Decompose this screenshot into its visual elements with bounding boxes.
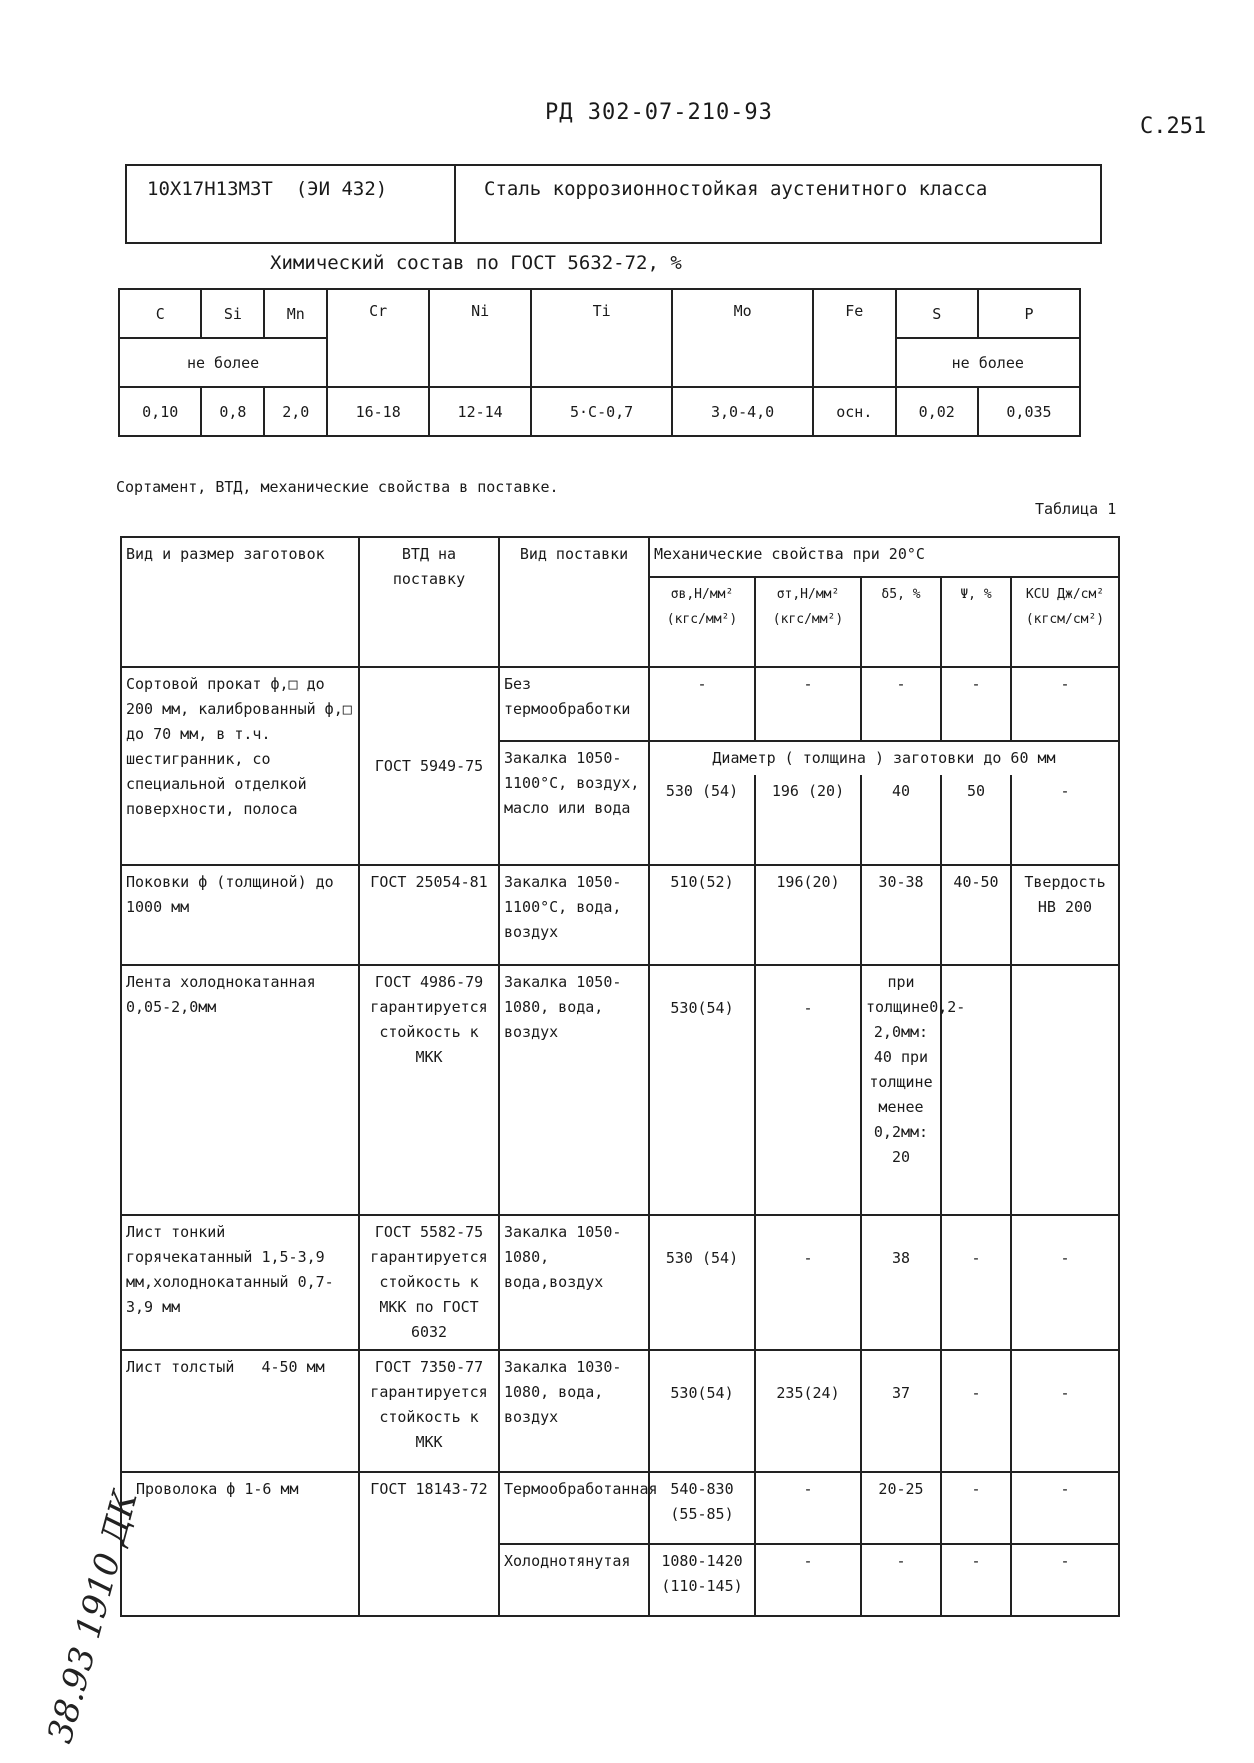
- product-cell: Лист тонкий горячекатанный 1,5-3,9 мм,холоднокатанный 0,7-3,9 мм: [121, 1215, 359, 1350]
- delivery-cell: Закалка 1050-1100°С, воздух, масло или вода: [499, 741, 649, 865]
- sigma-t-cell: 235(24): [755, 1350, 861, 1472]
- diameter-note: Диаметр ( толщина ) заготовки до 60 мм: [649, 741, 1119, 775]
- delivery-cell: Термообработанная: [499, 1472, 649, 1544]
- steel-grade-description: Сталь коррозионностойкая аустенитного класса: [484, 178, 988, 200]
- chem-value: 0,10: [119, 387, 201, 436]
- sigma-t-cell: -: [755, 667, 861, 741]
- delivery-cell: Закалка 1050-1080, вода,воздух: [499, 1215, 649, 1350]
- sigma-b-cell: 530(54): [649, 965, 755, 1215]
- kcu-cell: [1011, 965, 1119, 1215]
- chem-value: 5·С-0,7: [531, 387, 672, 436]
- chem-element-ni: Ni: [429, 289, 531, 387]
- table-header-row: [121, 537, 1119, 577]
- chem-composition-title: Химический состав по ГОСТ 5632-72, %: [270, 252, 682, 274]
- vtd-cell: ГОСТ 7350-77 гарантируется стойкость к МКК: [359, 1350, 499, 1472]
- chem-value: осн.: [813, 387, 895, 436]
- delta-cell: 38: [861, 1215, 941, 1350]
- kcu-cell: -: [1011, 1350, 1119, 1472]
- delta-cell: -: [861, 667, 941, 741]
- sigma-b-cell: 540-830 (55-85): [649, 1472, 755, 1544]
- sigma-t-cell: -: [755, 1472, 861, 1544]
- table-label: Таблица 1: [1035, 500, 1117, 518]
- document-number: РД 302-07-210-93: [545, 100, 773, 125]
- sigma-t-cell: -: [755, 1215, 861, 1350]
- table-row: [121, 865, 1119, 965]
- table-row: [121, 1215, 1119, 1350]
- psi-cell: 40-50: [941, 865, 1011, 965]
- chem-element-mn: Mn: [264, 289, 327, 338]
- vtd-cell: ГОСТ 5582-75 гарантируется стойкость к МКК по ГОСТ 6032: [359, 1215, 499, 1350]
- table-row: [121, 1350, 1119, 1472]
- kcu-cell: -: [1011, 667, 1119, 741]
- chem-header-row: [119, 289, 1080, 338]
- chem-value: 12-14: [429, 387, 531, 436]
- header-psi: Ψ, %: [941, 577, 1011, 667]
- delivery-cell: Холоднотянутая: [499, 1544, 649, 1616]
- chem-element-fe: Fe: [813, 289, 895, 387]
- margin-note-text: 38.93 1910 ДК: [40, 1486, 146, 1748]
- chem-value: 0,035: [978, 387, 1080, 436]
- delivery-cell: Без термообработки: [499, 667, 649, 741]
- header-vtd: ВТД на поставку: [359, 537, 499, 667]
- delivery-cell: Закалка 1030-1080, вода, воздух: [499, 1350, 649, 1472]
- chem-element-ti: Ti: [531, 289, 672, 387]
- delta-cell: -: [861, 1544, 941, 1616]
- kcu-cell: -: [1011, 1215, 1119, 1350]
- sortament-title: Сортамент, ВТД, механические свойства в поставке.: [116, 478, 559, 496]
- sigma-t-cell: 196(20): [755, 865, 861, 965]
- page-number: С.251: [1140, 114, 1207, 139]
- product-cell: Проволока ф 1-6 мм: [121, 1472, 359, 1616]
- kcu-cell: -: [1011, 1472, 1119, 1544]
- delivery-cell: Закалка 1050-1080, вода, воздух: [499, 965, 649, 1215]
- vtd-cell: ГОСТ 5949-75: [359, 667, 499, 865]
- delta-cell: при толщине0,2-2,0мм: 40 при толщине менее 0,2мм: 20: [861, 965, 941, 1215]
- delta-cell: 20-25: [861, 1472, 941, 1544]
- kcu-cell: -: [1011, 775, 1119, 865]
- chem-values-row: [119, 387, 1080, 436]
- vtd-cell: ГОСТ 18143-72: [359, 1472, 499, 1616]
- psi-cell: 50: [941, 775, 1011, 865]
- header-product: Вид и размер заготовок: [121, 537, 359, 667]
- table-row: [121, 965, 1119, 1215]
- grade-box-divider: [454, 166, 456, 242]
- sigma-t-cell: 196 (20): [755, 775, 861, 865]
- handwritten-margin-note: [28, 1480, 146, 1750]
- product-cell: Сортовой прокат ф,□ до 200 мм, калиброванный ф,□ до 70 мм, в т.ч. шестигранник, со специальной отделкой поверхности, полоса: [121, 667, 359, 865]
- delivery-cell: Закалка 1050-1100°С, вода, воздух: [499, 865, 649, 965]
- psi-cell: -: [941, 1544, 1011, 1616]
- chem-value: 2,0: [264, 387, 327, 436]
- product-cell: Лента холоднокатанная 0,05-2,0мм: [121, 965, 359, 1215]
- header-delivery: Вид поставки: [499, 537, 649, 667]
- product-cell: Поковки ф (толщиной) до 1000 мм: [121, 865, 359, 965]
- kcu-cell: -: [1011, 1544, 1119, 1616]
- header-sigma-t: σт,Н/мм² (кгс/мм²): [755, 577, 861, 667]
- product-cell: Лист толстый 4-50 мм: [121, 1350, 359, 1472]
- sigma-b-cell: 530 (54): [649, 1215, 755, 1350]
- steel-grade-box: [125, 164, 1102, 244]
- chem-value: 3,0-4,0: [672, 387, 813, 436]
- chem-element-p: P: [978, 289, 1080, 338]
- sigma-b-cell: 1080-1420 (110-145): [649, 1544, 755, 1616]
- chem-element-c: C: [119, 289, 201, 338]
- sigma-t-cell: -: [755, 1544, 861, 1616]
- chem-element-s: S: [896, 289, 978, 338]
- header-kcu: KCU Дж/см² (кгсм/см²): [1011, 577, 1119, 667]
- vtd-cell: ГОСТ 4986-79 гарантируется стойкость к МКК: [359, 965, 499, 1215]
- psi-cell: -: [941, 1215, 1011, 1350]
- chem-limit-right: не более: [896, 338, 1080, 387]
- chem-element-cr: Cr: [327, 289, 429, 387]
- table-row: [121, 1472, 1119, 1544]
- kcu-cell: Твердость НВ 200: [1011, 865, 1119, 965]
- psi-cell: -: [941, 667, 1011, 741]
- chem-element-mo: Mo: [672, 289, 813, 387]
- chem-composition-table: [118, 288, 1081, 437]
- header-mech-props: Механические свойства при 20°С: [649, 537, 1119, 577]
- psi-cell: -: [941, 1472, 1011, 1544]
- sigma-b-cell: 510(52): [649, 865, 755, 965]
- sigma-t-cell: -: [755, 965, 861, 1215]
- chem-value: 0,8: [201, 387, 264, 436]
- table-row: [121, 667, 1119, 741]
- chem-limit-left: не более: [119, 338, 327, 387]
- chem-element-si: Si: [201, 289, 264, 338]
- delta-cell: 40: [861, 775, 941, 865]
- sigma-b-cell: 530 (54): [649, 775, 755, 865]
- header-sigma-b: σв,Н/мм² (кгс/мм²): [649, 577, 755, 667]
- psi-cell: -: [941, 1350, 1011, 1472]
- properties-table: [120, 536, 1120, 1617]
- chem-value: 0,02: [896, 387, 978, 436]
- header-delta: δ5, %: [861, 577, 941, 667]
- vtd-cell: ГОСТ 25054-81: [359, 865, 499, 965]
- sigma-b-cell: 530(54): [649, 1350, 755, 1472]
- steel-grade-name: 10Х17Н13М3Т (ЭИ 432): [147, 178, 388, 200]
- sigma-b-cell: -: [649, 667, 755, 741]
- delta-cell: 30-38: [861, 865, 941, 965]
- delta-cell: 37: [861, 1350, 941, 1472]
- chem-value: 16-18: [327, 387, 429, 436]
